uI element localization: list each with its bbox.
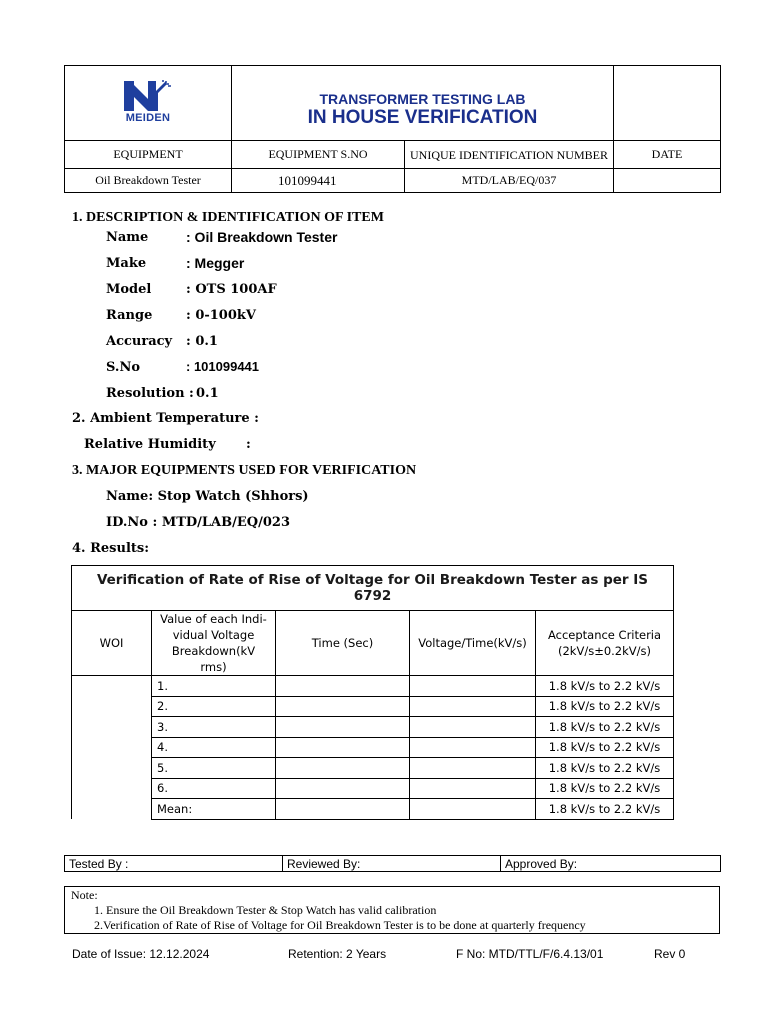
logo-cell (65, 66, 232, 141)
note-box (64, 886, 720, 934)
meiden-logo-icon (118, 79, 178, 113)
form-number: F No: MTD/TTL/F/6.4.13/01 (456, 947, 604, 961)
meiden-logo (118, 79, 178, 127)
section-2-heading: 2. Ambient Temperature : (72, 411, 259, 426)
voltage-time-cell (410, 758, 536, 779)
field-value-name: : Oil Breakdown Tester (186, 229, 338, 245)
time-cell (276, 778, 410, 799)
lab-title: TRANSFORMER TESTING LAB (319, 91, 526, 107)
results-table-wrapper (71, 565, 673, 820)
criteria-cell: 1.8 kV/s to 2.2 kV/s (536, 737, 674, 758)
row-label: 4. (152, 737, 276, 758)
section-1-heading: 1. DESCRIPTION & IDENTIFICATION OF ITEM (72, 210, 384, 225)
voltage-time-cell (410, 737, 536, 758)
date-value (614, 169, 721, 193)
major-equipment-id: ID.No : MTD/LAB/EQ/023 (106, 515, 290, 530)
col-unique-id: UNIQUE IDENTIFICATION NUMBER (405, 141, 614, 169)
field-label-sno: S.No (106, 360, 141, 375)
table-row (72, 758, 674, 779)
row-label: 5. (152, 758, 276, 779)
field-label-resolution: Resolution : (106, 386, 194, 401)
col-voltage-time: Voltage/Time(kV/s) (410, 611, 536, 676)
col-date: DATE (614, 141, 721, 169)
table-row (72, 676, 674, 697)
field-label-make: Make (106, 256, 147, 271)
voltage-time-cell (410, 676, 536, 697)
col-equipment-sno: EQUIPMENT S.NO (232, 141, 405, 169)
table-row (72, 717, 674, 738)
reviewed-by-field[interactable]: Reviewed By: (283, 856, 501, 872)
field-value-model: : OTS 100AF (186, 282, 277, 297)
note-title: Note: (71, 888, 98, 902)
criteria-cell: 1.8 kV/s to 2.2 kV/s (536, 799, 674, 820)
col-acceptance-criteria: Acceptance Criteria (2kV/s±0.2kV/s) (536, 611, 674, 676)
humidity-label: Relative Humidity (84, 437, 216, 452)
title-cell (232, 66, 614, 141)
revision: Rev 0 (654, 947, 686, 961)
row-label: 2. (152, 696, 276, 717)
time-cell (276, 799, 410, 820)
note-item: 1. Ensure the Oil Breakdown Tester & Stop Watch has valid calibration (94, 903, 437, 917)
voltage-time-cell (410, 799, 536, 820)
field-label-name: Name (106, 230, 149, 245)
time-cell (276, 758, 410, 779)
retention: Retention: 2 Years (288, 947, 387, 961)
company-name: MEIDEN (125, 112, 171, 124)
table-row (72, 737, 674, 758)
row-label: 1. (152, 676, 276, 697)
criteria-cell: 1.8 kV/s to 2.2 kV/s (536, 778, 674, 799)
voltage-time-cell (410, 717, 536, 738)
table-row (72, 696, 674, 717)
time-cell (276, 737, 410, 758)
voltage-time-cell (410, 696, 536, 717)
equipment-value: Oil Breakdown Tester (65, 169, 232, 193)
col-time: Time (Sec) (276, 611, 410, 676)
issue-date: Date of Issue: 12.12.2024 (72, 947, 210, 961)
field-label-model: Model (106, 282, 152, 297)
tested-by-field[interactable]: Tested By : (65, 856, 283, 872)
field-value-accuracy: : 0.1 (186, 334, 218, 349)
criteria-cell: 1.8 kV/s to 2.2 kV/s (536, 696, 674, 717)
header-table (64, 65, 721, 193)
row-label: Mean: (152, 799, 276, 820)
field-label-range: Range (106, 308, 153, 323)
row-label: 6. (152, 778, 276, 799)
unique-id-value: MTD/LAB/EQ/037 (405, 169, 614, 193)
table-row-mean (72, 799, 674, 820)
field-value-make: : Megger (186, 255, 245, 271)
field-label-accuracy: Accuracy (106, 334, 173, 349)
row-label: 3. (152, 717, 276, 738)
field-value-range: : 0-100kV (186, 308, 256, 323)
criteria-cell: 1.8 kV/s to 2.2 kV/s (536, 717, 674, 738)
results-table (71, 565, 674, 820)
approved-by-field[interactable]: Approved By: (501, 856, 721, 872)
voltage-time-cell (410, 778, 536, 799)
field-value-resolution: 0.1 (196, 386, 219, 401)
major-equipment-name: Name: Stop Watch (Shhors) (106, 489, 309, 504)
col-equipment: EQUIPMENT (65, 141, 232, 169)
time-cell (276, 717, 410, 738)
section-3-heading: 3. MAJOR EQUIPMENTS USED FOR VERIFICATION (72, 463, 417, 478)
section-4-heading: 4. Results: (72, 541, 150, 556)
note-item: 2.Verification of Rate of Rise of Voltage for Oil Breakdown Tester is to be done at quarterly frequency (94, 918, 586, 932)
humidity-separator: : (246, 437, 251, 452)
document-title: IN HOUSE VERIFICATION (307, 107, 538, 128)
col-voltage-breakdown: Value of each Indi-vidual Voltage Breakdown(kV rms) (152, 611, 276, 676)
signoff-table (64, 855, 721, 872)
criteria-cell: 1.8 kV/s to 2.2 kV/s (536, 758, 674, 779)
table-row (72, 778, 674, 799)
time-cell (276, 696, 410, 717)
criteria-cell: 1.8 kV/s to 2.2 kV/s (536, 676, 674, 697)
equipment-sno-value: 101099441 (232, 169, 405, 193)
woi-cell (72, 676, 152, 820)
field-value-sno: : 101099441 (186, 359, 260, 374)
time-cell (276, 676, 410, 697)
blank-header-cell (614, 66, 721, 141)
col-woi: WOI (72, 611, 152, 676)
results-title: Verification of Rate of Rise of Voltage for Oil Breakdown Tester as per IS 6792 (72, 566, 674, 611)
